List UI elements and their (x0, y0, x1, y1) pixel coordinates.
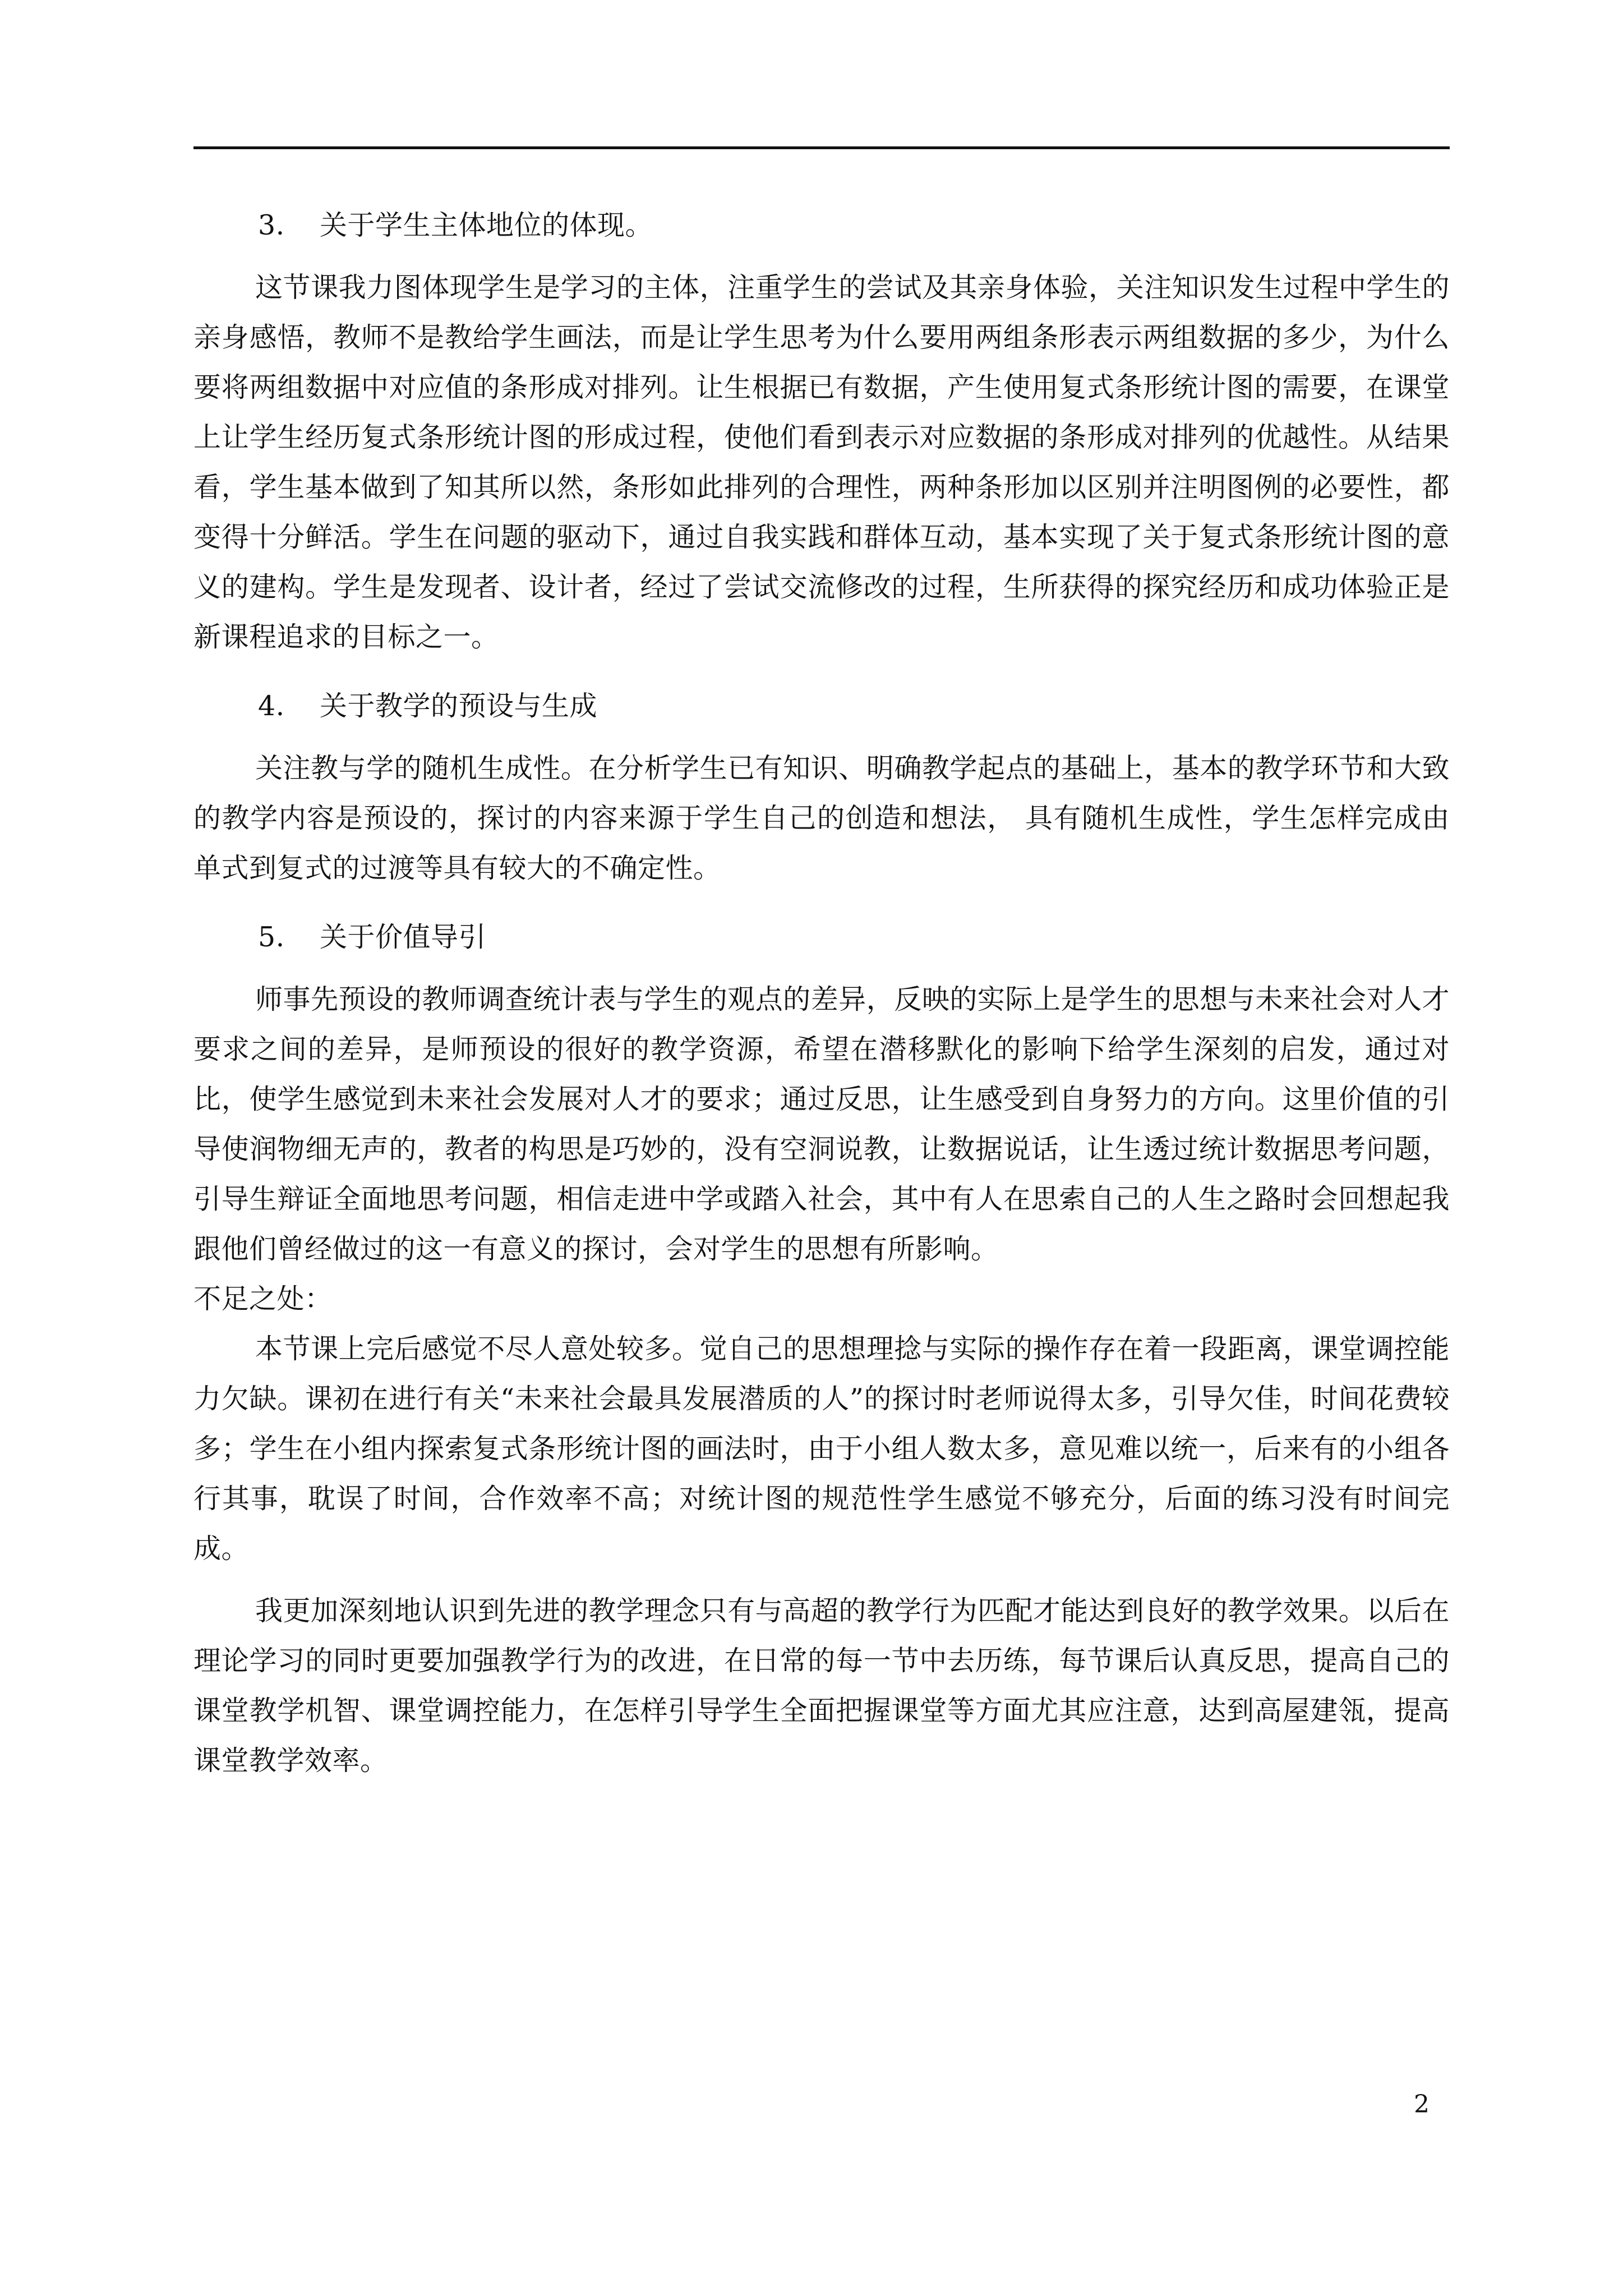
section-heading-3 (193, 194, 1450, 263)
section-paragraph: 师事先预设的教师调查统计表与学生的观点的差异，反映的实际上是学生的思想与未来社会对人才要求之间的差异，是师预设的很好的教学资源，希望在潜移默化的影响下给学生深刻的启发，通过对比，使学生感觉到未来社会发展对人才的要求；通过反思，让生感受到自身努力的方向。这里价值的引导使润物细无声的，教者的构思是巧妙的，没有空洞说教，让数据说话，让生透过统计数据思考问题，引导生辩证全面地思考问题，相信走进中学或踏入社会，其中有人在思索自己的人生之路时会回想起我跟他们曾经做过的这一有意义的探讨，会对学生的思想有所影响。 (193, 983, 1450, 1265)
document-body (193, 194, 1450, 1786)
section-number: 3. (258, 209, 285, 241)
header-rule (193, 146, 1450, 149)
shortcomings-paragraph: 本节课上完后感觉不尽人意处较多。觉自己的思想理捻与实际的操作存在着一段距离，课堂调控能力欠缺。课初在进行有关“未来社会最具发展潜质的人”的探讨时老师说得太多，引导欠佳，时间花费较多；学生在小组内探索复式条形统计图的画法时，由于小组人数太多，意见难以统一，后来有的小组各行其事，耽误了时间，合作效率不高；对统计图的规范性学生感觉不够充分，后面的练习没有时间完成。 (193, 1333, 1450, 1565)
shortcomings-label: 不足之处： (193, 1283, 333, 1315)
section-paragraph: 这节课我力图体现学生是学习的主体，注重学生的尝试及其亲身体验，关注知识发生过程中学生的亲身感悟，教师不是教给学生画法，而是让学生思考为什么要用两组条形表示两组数据的多少，为什么要将两组数据中对应值的条形成对排列。让生根据已有数据，产生使用复式条形统计图的需要，在课堂上让学生经历复式条形统计图的形成过程，使他们看到表示对应数据的条形成对排列的优越性。从结果看，学生基本做到了知其所以然，条形如此排列的合理性，两种条形加以区别并注明图例的必要性，都变得十分鲜活。学生在问题的驱动下，通过自我实践和群体互动，基本实现了关于复式条形统计图的意义的建构。学生是发现者、设计者，经过了尝试交流修改的过程，生所获得的探究经历和成功体验正是新课程追求的目标之一。 (193, 272, 1450, 653)
section-paragraph: 关注教与学的随机生成性。在分析学生已有知识、明确教学起点的基础上，基本的教学环节和大致的教学内容是预设的，探讨的内容来源于学生自己的创造和想法， 具有随机生成性，学生怎样完成由单式到复式的过渡等具有较大的不确定性。 (193, 752, 1450, 884)
section-title: 关于教学的预设与生成 (320, 690, 598, 722)
section-heading-4 (193, 674, 1450, 743)
section-number: 5. (258, 921, 285, 953)
section-title: 关于价值导引 (320, 921, 487, 953)
page-number: 2 (1414, 2090, 1430, 2119)
section-number: 4. (258, 690, 285, 722)
section-title: 关于学生主体地位的体现。 (320, 209, 653, 241)
shortcomings-paragraph: 我更加深刻地认识到先进的教学理念只有与高超的教学行为匹配才能达到良好的教学效果。以后在理论学习的同时更要加强教学行为的改进，在日常的每一节中去历练，每节课后认真反思，提高自己的课堂教学机智、课堂调控能力，在怎样引导学生全面把握课堂等方面尤其应注意，达到高屋建瓴，提高课堂教学效率。 (193, 1595, 1450, 1777)
section-heading-5 (193, 905, 1450, 974)
